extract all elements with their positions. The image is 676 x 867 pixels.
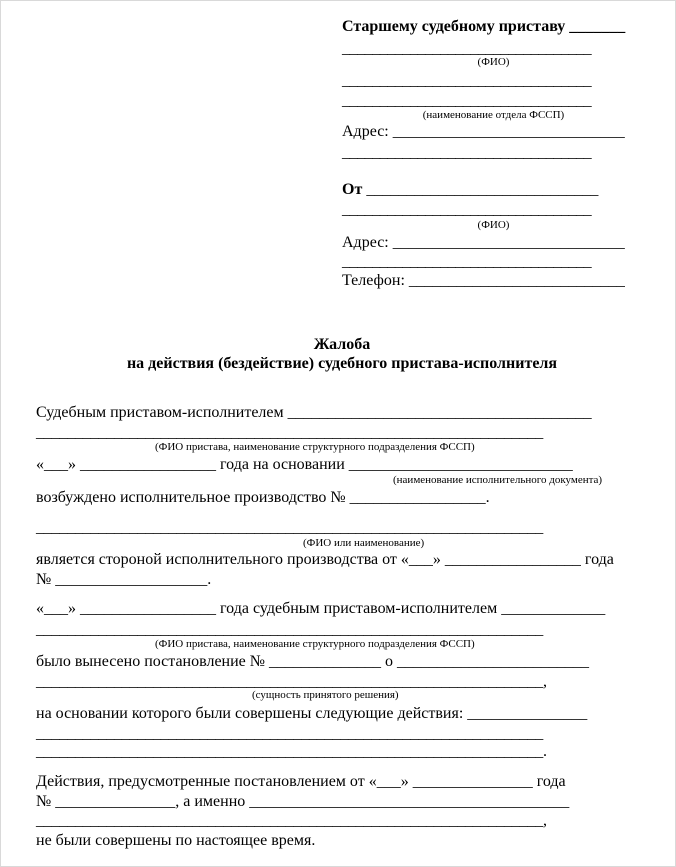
body-line-6: является стороной исполнительного производства от «___» _________________ года [36,551,614,568]
hint-exec-document: (наименование исполнительного документа) [393,474,603,486]
department-hint: (наименование отдела ФССП) [422,109,565,121]
body-line-8: «___» _________________ года судебным приставом-исполнителем _____________ [36,600,606,617]
document-subtitle: на действия (бездействие) судебного пристава-исполнителя [126,355,558,372]
hint-decision: (сущность принятого решения) [252,689,399,701]
from-address-blank: _________________________________ [342,253,592,270]
from-address-line: Адрес: _____________________________ [342,234,625,251]
department-blank-1: _________________________________ [342,72,592,89]
body-line-10: было вынесено постановление № ______________ о ________________________ [36,653,590,670]
addressee-line: Старшему судебному приставу _______ [342,18,626,35]
from-line [342,182,598,198]
body-line-3: «___» _________________ года на основании ____________________________ [36,456,573,473]
body-line-13: _________________________________________________________________ [36,725,544,742]
hint-bailiff-1: (ФИО пристава, наименование структурного подразделения ФССП) [155,441,475,453]
from-blank-2: _________________________________ [342,201,592,218]
addressee-address-line: Адрес: _____________________________ [342,123,625,140]
body-line-2: _________________________________________________________________ [36,424,544,441]
body-line-7: № ___________________. [36,571,212,588]
body-line-16: № _______________, а именно ________________________________________ [36,793,570,810]
body-line-5: _________________________________________________________________ [36,519,544,536]
body-line-18: не были совершены по настоящее время. [36,832,316,849]
body-line-1: Судебным приставом-исполнителем ______________________________________ [36,404,592,421]
body-line-15: Действия, предусмотренные постановлением от «___» _______________ года [36,773,566,790]
from-blank: _____________________________ [362,181,599,198]
from-fio-hint: (ФИО) [477,219,510,231]
document-title: Жалоба [313,336,371,353]
phone-line: Телефон: ___________________________ [342,272,625,289]
body-line-11: _________________________________________________________________, [36,673,547,690]
body-line-9: _________________________________________________________________ [36,621,544,638]
addressee-address-blank: _________________________________ [342,144,592,161]
body-line-12: на основании которого были совершены следующие действия: _______________ [36,705,588,722]
hint-party: (ФИО или наименование) [303,537,425,549]
addressee-fio-hint: (ФИО) [477,56,510,68]
body-line-17: _________________________________________________________________, [36,812,547,829]
hint-bailiff-2: (ФИО пристава, наименование структурного подразделения ФССП) [155,638,475,650]
department-blank-2: _________________________________ [342,92,592,109]
from-label: От [342,181,363,198]
addressee-blank: _________________________________ [342,40,592,57]
body-line-4: возбуждено исполнительное производство № _________________. [36,489,490,506]
body-line-14: _________________________________________________________________. [36,743,547,760]
